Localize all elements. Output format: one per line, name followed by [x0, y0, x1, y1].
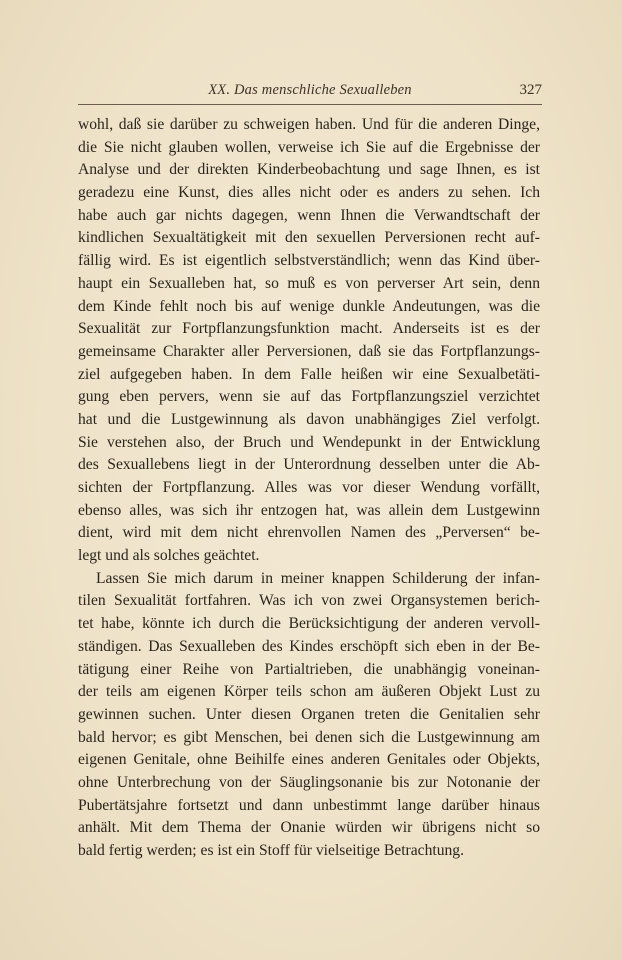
text-line: tilen Sexualität fortfahren. Was ich von zwei Organsystemen berich- [78, 592, 540, 610]
text-line: der teils am eigenen Körper teils schon am äußeren Objekt Lust zu [78, 683, 540, 701]
text-line: wohl, daß sie darüber zu schweigen haben. Und für die anderen Dinge, [78, 116, 540, 133]
text-line: Analyse und der direkten Kinderbeobachtung und sage Ihnen, es ist [78, 161, 540, 179]
text-line: kindlichen Sexualtätigkeit mit den sexuellen Perversionen recht auf- [78, 229, 540, 247]
text-line: dient, wird mit dem nicht ehrenvollen Namen des „Perversen“ be- [78, 524, 540, 542]
running-title: XX. Das menschliche Sexualleben [208, 82, 412, 98]
text-line: habe auch gar nichts dagegen, wenn Ihnen die Verwandtschaft der [78, 206, 540, 224]
text-line: gewinnen suchen. Unter diesen Organen treten die Genitalien sehr [78, 705, 540, 723]
text-line: sichten der Fortpflanzung. Alles was vor dieser Wendung vorfällt, [78, 479, 540, 496]
text-line: geradezu eine Kunst, dies alles nicht oder es anders zu sehen. Ich [78, 184, 540, 202]
text-line: ohne Unterbrechung von der Säuglingsonanie bis zur Notonanie der [78, 773, 540, 791]
text-line: tet habe, könnte ich durch die Berücksichtigung der anderen vervoll- [78, 615, 540, 633]
text-line: bald fertig werden; es ist ein Stoff für vielseitige Betrachtung. [78, 842, 464, 859]
text-line: die Sie nicht glauben wollen, verweise ich Sie auf die Ergebnisse der [78, 138, 540, 156]
text-line: legt und als solches geächtet. [78, 547, 260, 565]
header-rule [78, 104, 542, 105]
text-line: hat und die Lustgewinnung als davon unabhängiges Ziel verfolgt. [78, 410, 540, 428]
text-line: Pubertätsjahre fortsetzt und dann unbestimmt lange darüber hinaus [78, 796, 540, 814]
page-header [78, 82, 542, 104]
text-line: Sie verstehen also, der Bruch und Wendepunkt in der Entwicklung [78, 433, 540, 451]
text-line: gung eben pervers, wenn sie auf das Fortpflanzungsziel verzichtet [78, 388, 540, 406]
text-line: ständigen. Das Sexualleben des Kindes erschöpft sich eben in der Be- [78, 637, 540, 655]
paragraph-1 [78, 114, 540, 568]
text-line: Lassen Sie mich darum in meiner knappen Schilderung der infan- [96, 569, 540, 587]
text-line: dem Kinde fehlt noch bis auf wenige dunkle Andeutungen, was die [78, 297, 540, 315]
page-number: 327 [519, 82, 542, 98]
text-line: fällig wird. Es ist eigentlich selbstverständlich; wenn das Kind über- [78, 252, 540, 270]
text-line: eigenen Genitale, ohne Beihilfe eines anderen Genitales oder Objekts, [78, 751, 540, 769]
text-line: Sexualität zur Fortpflanzungsfunktion macht. Anderseits ist es der [78, 320, 540, 338]
text-line: bald hervor; es gibt Menschen, bei denen sich die Lustgewinnung am [78, 728, 540, 746]
text-line: tätigung einer Reihe von Partialtrieben, die unabhängig voneinan- [78, 660, 540, 678]
text-line: des Sexuallebens liegt in der Unterordnung desselben unter die Ab- [78, 456, 540, 474]
text-line: gemeinsame Charakter aller Perversionen, daß sie das Fortpflanzungs- [78, 342, 540, 360]
text-line: ziel aufgegeben haben. In dem Falle heißen wir eine Sexualbetäti- [78, 365, 540, 383]
text-line: haupt ein Sexualleben hat, so muß es von perverser Art sein, denn [78, 274, 540, 292]
body-text [78, 114, 540, 863]
text-line: anhält. Mit dem Thema der Onanie würden wir übrigens nicht so [78, 819, 540, 837]
text-line: ebenso alles, was sich ihr entzogen hat, was allein dem Lustgewinn [78, 501, 540, 519]
paragraph-2 [78, 568, 540, 863]
